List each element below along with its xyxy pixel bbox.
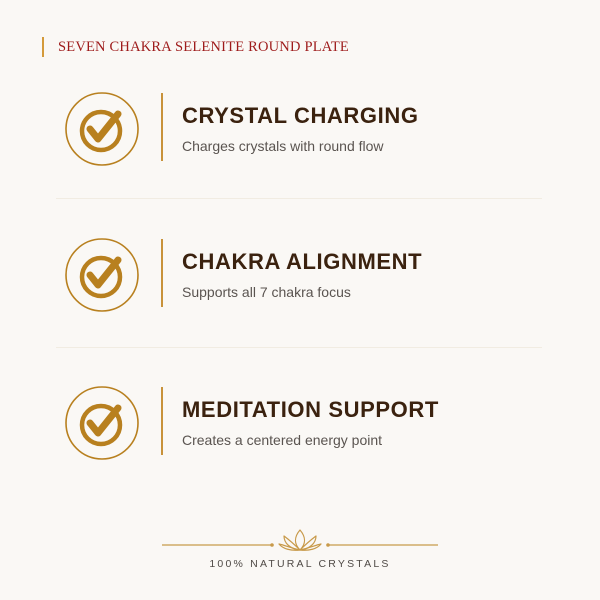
check-circle-icon — [64, 385, 140, 461]
feature-item-meditation-support — [64, 385, 544, 465]
feature-item-crystal-charging — [64, 91, 544, 171]
feature-subtitle: Charges crystals with round flow — [182, 138, 384, 154]
section-divider — [56, 198, 542, 199]
footer-tagline: 100% NATURAL CRYSTALS — [209, 558, 391, 570]
lotus-icon — [279, 530, 321, 550]
feature-divider-line — [161, 387, 163, 455]
header — [42, 37, 349, 57]
feature-title: CHAKRA ALIGNMENT — [182, 249, 423, 274]
ornament-dot-right — [326, 543, 330, 547]
header-accent-bar — [42, 37, 44, 57]
section-divider — [56, 347, 542, 348]
footer-ornament — [160, 526, 440, 560]
feature-title: CRYSTAL CHARGING — [182, 103, 419, 128]
ornament-dot-left — [270, 543, 274, 547]
page-title: SEVEN CHAKRA SELENITE ROUND PLATE — [58, 38, 349, 55]
feature-subtitle: Creates a centered energy point — [182, 432, 383, 448]
feature-subtitle: Supports all 7 chakra focus — [182, 284, 351, 300]
feature-divider-line — [161, 239, 163, 307]
feature-title: MEDITATION SUPPORT — [182, 397, 439, 422]
feature-divider-line — [161, 93, 163, 161]
feature-item-chakra-alignment — [64, 237, 544, 317]
check-circle-icon — [64, 91, 140, 167]
check-circle-icon — [64, 237, 140, 313]
